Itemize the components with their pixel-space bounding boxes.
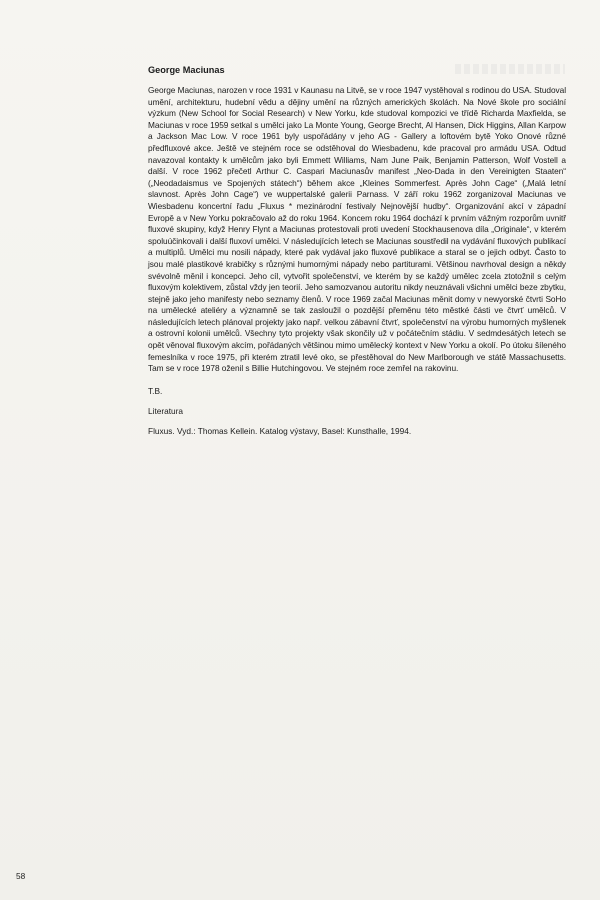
literature-entry: Fluxus. Vyd.: Thomas Kellein. Katalog výstavy, Basel: Kunsthalle, 1994.: [148, 425, 412, 436]
article-title: George Maciunas: [148, 65, 225, 75]
article-body: George Maciunas, narozen v roce 1931 v Kaunasu na Litvě, se v roce 1947 vystěhoval s rodinou do USA. Studoval umění, architekturu, hudební vědu a dějiny umění na různých amerických školách. Na Nové škole pro sociální výzkum (New School for Social Research) v New Yorku, kde studoval kompozici ve třídě Richarda Maxfielda, se Maciunas v roce 1959 setkal s umělci jako La Monte Young, George Brecht, Al Hansen, Dick Higgins, Allan Karpow a Jackson Mac Low. V roce 1961 byly uspořádány v jeho AG - Gallery a loftovém bytě Yoko Onové různé předfluxové akce. Ještě ve stejném roce se odstěhoval do Wiesbadenu, kde pracoval pro armádu USA. Odtud navazoval kontakty k umělcům jako byli Emmett Williams, Nam June Paik, Benjamin Patterson, Wolf Vostell a další. V roce 1962 přečetl Arthur C. Caspari Maciunasův manifest „Neo-Dada in den Vereinigten Staaten“ („Neodadaismus ve Spojených státech“) během akce „Kleines Sommerfest. Après John Cage“ („Malá letní slavnost. Après John Cage“) ve wuppertalské galerii Parnass. V září roku 1962 zorganizoval Maciunas ve Wiesbadenu koncertní řadu „Fluxus * mezinárodní festivaly Nejnovější hudby“. Organizování akcí v západní Evropě a v New Yorku pokračovalo až do roku 1964. Koncem roku 1964 dochází k prvním vážným rozporům uvnitř fluxové skupiny, když Henry Flynt a Maciunas protestovali proti uvedení Stockhausenova díla „Originale“, v kterém spoluúčinkovali i další fluxoví umělci. V následujících letech se Maciunas soustředil na vydávání fluxových publikací a multiplů. Umělci mu nosili nápady, které pak vydával jako fluxové publikace a staral se o jejich odbyt. Často to jsou malé plastikové krabičky s různými humornými nápady nebo partiturami. Většinou navrhoval design a někdy svévolně měnil i koncepci. Jeho cíl, vytvořit společenství, ve kterém by se každý umělec zcela ztotožnil s celým fluxovým kolektivem, zůstal vždy jen teorií. Jeho samozvanou autoritu nikdy neuznávali všichni umělci beze zbytku, stejně jako jeho manifesty nebo seznamy členů. V roce 1969 začal Maciunas měnit domy v newyorské čtvrti SoHo na umělecké ateliéry a významně se tak zasloužil o pozdější přeměnu této městké části ve čtvrť umělců. V následujících letech plánoval projekty jako např. velkou zábavní čtvrť, společenství na výrobu humorných myšlenek a ostrovní kolonii umělců. Všechny tyto projekty však skončily už v počátečním stádiu. V sedmdesátých letech se opět věnoval fluxovým akcím, pořádaných většinou mimo umělecký kontext v New Yorku a okolí. Po útoku šíleného femeslníka v roce 1975, při kterém ztratil levé oko, se přestěhoval do New Marlborough ve státě Massachusetts. Tam se v roce 1978 oženil s Billie Hutchingovou. Ve stejném roce zemřel na rakovinu.: [148, 85, 566, 374]
author-signature: T.B.: [148, 385, 163, 396]
page-number: 58: [16, 871, 26, 881]
literature-heading: Literatura: [148, 405, 184, 416]
article-column: [148, 64, 566, 437]
